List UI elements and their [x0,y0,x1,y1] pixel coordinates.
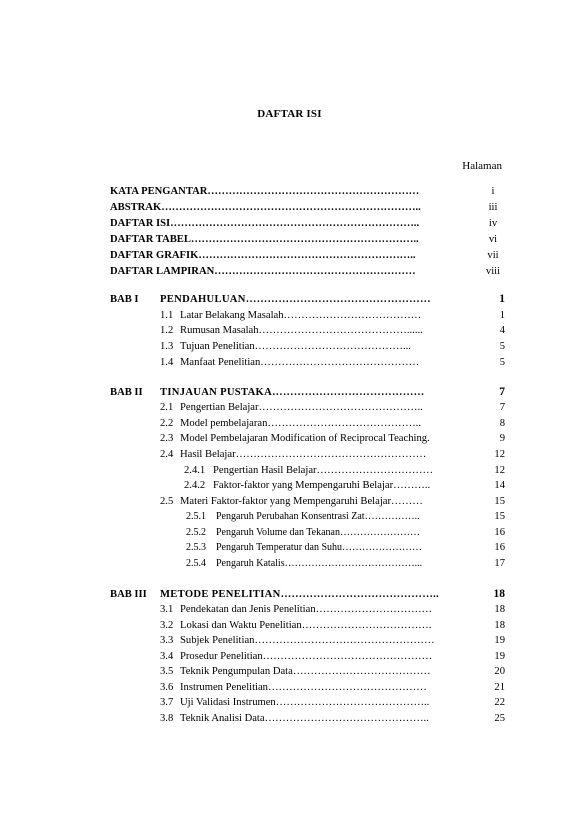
subsection-page: 17 [494,558,505,569]
toc-section-3-6 [110,680,505,695]
toc-section-2-5 [110,494,505,509]
subsection-title: Pengaruh Volume dan Tekanan…………………… [216,527,420,538]
toc-subsection-2-4-1 [110,463,505,478]
toc-entry-daftar-grafik [110,248,505,263]
subsection-number: 2.5.1 [186,511,206,522]
section-title: Pendekatan dan Jenis Penelitian…………………………… [180,604,433,615]
section-title: Pengertian Belajar……………………………………….. [180,402,423,413]
toc-entry-label: DAFTAR TABEL……………………………………………………….. [110,234,419,245]
toc-entry-label: DAFTAR GRAFIK…………………………………………………….. [110,250,416,261]
chapter-title: TINJAUAN PUSTAKA…………………………………… [160,387,425,398]
subsection-page: 12 [494,465,505,476]
toc-section-3-5 [110,664,505,679]
section-number: 1.4 [160,357,174,368]
toc-entry-label: KATA PENGANTAR…………………………………………………… [110,186,420,197]
section-title: Model Pembelajaran Modification of Reciprocal Teaching. [180,433,430,444]
section-number: 1.3 [160,341,174,352]
section-page: 7 [499,402,505,413]
toc-section-2-4 [110,447,505,462]
section-page: 8 [499,418,505,429]
subsection-page: 15 [494,511,505,522]
section-number: 3.3 [160,635,174,646]
toc-entry-abstrak [110,200,505,215]
chapter-title: METODE PENELITIAN…………………………………….. [160,589,439,600]
section-title: Instrumen Penelitian……………………………………… [180,682,427,693]
section-number: 3.4 [160,651,174,662]
toc-subsection-2-4-2 [110,478,505,493]
toc-section-2-1 [110,400,505,415]
section-page: 5 [499,357,505,368]
page-column-header: Halaman [462,160,502,172]
toc-section-3-4 [110,649,505,664]
section-page: 18 [494,620,505,631]
section-number: 3.6 [160,682,174,693]
section-page: 20 [494,666,505,677]
section-page: 1 [499,310,505,321]
section-number: 2.2 [160,418,174,429]
toc-entry-daftar-lampiran [110,264,505,279]
subsection-page: 16 [494,542,505,553]
section-title: Manfaat Penelitian……………………………………… [180,357,420,368]
section-number: 3.5 [160,666,174,677]
toc-section-1-3 [110,339,505,354]
toc-section-1-4 [110,355,505,370]
section-number: 2.5 [160,496,174,507]
section-page: 4 [499,325,505,336]
section-title: Uji Validasi Instrumen…………………………………….. [180,697,430,708]
section-title: Subjek Penelitian…………………………………………… [180,635,435,646]
section-number: 2.4 [160,449,174,460]
subsection-number: 2.5.3 [186,542,206,553]
section-number: 1.1 [160,310,174,321]
section-title: Prosedur Penelitian………………………………………… [180,651,433,662]
toc-entry-page: iv [488,218,498,229]
section-page: 9 [499,433,505,444]
section-number: 2.3 [160,433,174,444]
section-page: 19 [494,651,505,662]
toc-section-3-1 [110,602,505,617]
section-number: 2.1 [160,402,174,413]
subsection-title: Faktor-faktor yang Mempengaruhi Belajar……….. [213,480,431,491]
section-page: 5 [499,341,505,352]
toc-section-2-3 [110,431,505,446]
chapter-page: 1 [499,293,505,305]
toc-entry-daftar-isi [110,216,505,231]
section-number: 3.2 [160,620,174,631]
toc-chapter-bab-3 [110,587,505,602]
section-title: Teknik Analisi Data……………………………………….. [180,713,429,724]
section-number: 3.8 [160,713,174,724]
subsection-number: 2.4.2 [184,480,206,491]
toc-entry-page: vii [487,250,499,261]
section-page: 18 [494,604,505,615]
section-page: 21 [494,682,505,693]
page-title: DAFTAR ISI [257,108,322,120]
section-title: Tujuan Penelitian……………………………………... [180,341,411,352]
chapter-title: PENDAHULUAN…………………………………………… [160,294,431,305]
chapter-page: 7 [499,386,505,398]
toc-entry-page: viii [485,266,501,277]
toc-section-3-7 [110,695,505,710]
section-number: 1.2 [160,325,174,336]
toc-subsection-2-5-2 [110,525,505,540]
section-title: Latar Belakang Masalah………………………………… [180,310,422,321]
subsection-title: Pengaruh Katalis…………………………………... [216,558,423,569]
subsection-title: Pengaruh Perubahan Konsentrasi Zat…………….. [216,511,420,522]
toc-entry-page: i [491,186,495,197]
section-page: 15 [494,496,505,507]
section-title: Materi Faktor-faktor yang Mempengaruhi Belajar……… [180,496,423,507]
toc-entry-label: ABSTRAK……………………………………………………………….. [110,202,421,213]
toc-section-2-2 [110,416,505,431]
toc-entry-label: DAFTAR ISI…………………………………………………………….. [110,218,420,229]
section-title: Model pembelajaran…………………………………….. [180,418,421,429]
section-title: Lokasi dan Waktu Penelitian………………………………. [180,620,432,631]
section-number: 3.7 [160,697,174,708]
toc-section-3-2 [110,618,505,633]
chapter-number: BAB II [110,387,143,398]
toc-subsection-2-5-1 [110,509,505,524]
subsection-page: 16 [494,527,505,538]
subsection-title: Pengertian Hasil Belajar…………………………… [213,465,434,476]
subsection-number: 2.5.2 [186,527,206,538]
section-page: 22 [494,697,505,708]
section-page: 12 [494,449,505,460]
toc-entry-page: vi [488,234,498,245]
toc-section-1-2 [110,323,505,338]
toc-subsection-2-5-4 [110,556,505,571]
subsection-number: 2.4.1 [184,465,206,476]
subsection-title: Pengaruh Temperatur dan Suhu…………………… [216,542,423,553]
toc-section-3-8 [110,711,505,726]
chapter-page: 18 [493,588,505,600]
subsection-number: 2.5.4 [186,558,206,569]
section-title: Rumusan Masalah……………………………………...... [180,325,423,336]
section-number: 3.1 [160,604,174,615]
toc-section-1-1 [110,308,505,323]
section-title: Hasil Belajar……………………………………………… [180,449,427,460]
toc-section-3-3 [110,633,505,648]
toc-subsection-2-5-3 [110,540,505,555]
toc-entry-label: DAFTAR LAMPIRAN………………………………………………… [110,266,416,277]
toc-entry-kata-pengantar [110,184,505,199]
subsection-page: 14 [494,480,505,491]
toc-chapter-bab-2 [110,385,505,400]
chapter-number: BAB I [110,294,139,305]
section-page: 25 [494,713,505,724]
section-title: Teknik Pengumpulan Data………………………………… [180,666,431,677]
toc-entry-daftar-tabel [110,232,505,247]
section-page: 19 [494,635,505,646]
toc-entry-page: iii [488,202,498,213]
chapter-number: BAB III [110,589,147,600]
toc-chapter-bab-1 [110,292,505,307]
